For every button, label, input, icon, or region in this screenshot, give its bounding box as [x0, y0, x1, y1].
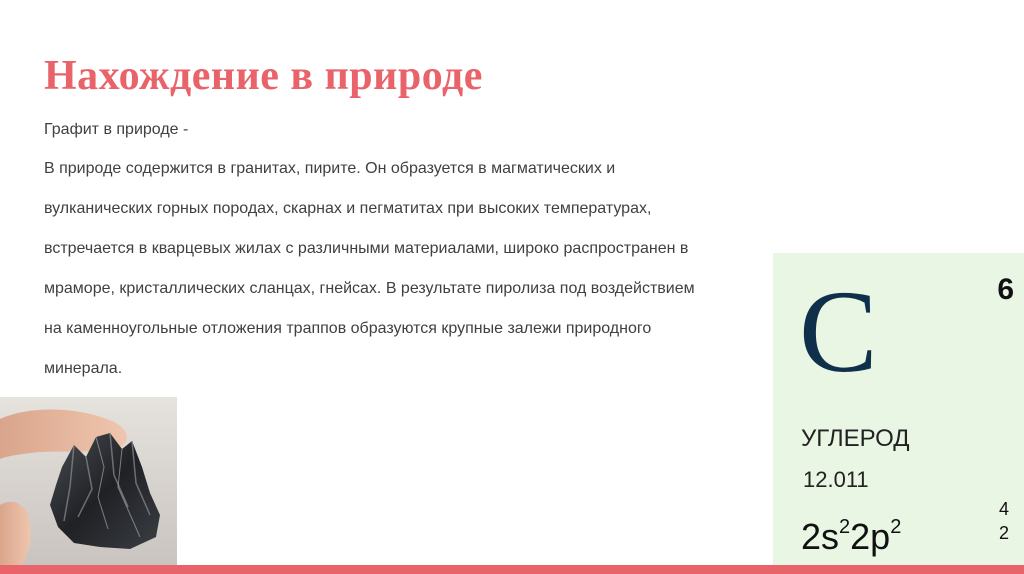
config-p-orbital: 2p — [850, 516, 891, 557]
paragraph-line: встречается в кварцевых жилах с различными материалами, широко распространен в — [44, 240, 689, 257]
slide-title: Нахождение в природе — [44, 53, 483, 99]
paragraph-line: вулканических горных породах, скарнах и пегматитах при высоких температурах, — [44, 200, 652, 217]
shell-count: 4 — [998, 499, 1009, 519]
config-p-exponent: 2 — [890, 516, 902, 538]
carbon-element-tile — [773, 253, 1024, 565]
atomic-mass: 12.011 — [803, 467, 869, 492]
slide-subtitle: Графит в природе - — [44, 121, 189, 138]
paragraph-line: В природе содержится в гранитах, пирите. Он образуется в магматических и — [44, 160, 616, 177]
element-name: УГЛЕРОД — [801, 425, 910, 452]
paragraph-line: минерала. — [44, 360, 123, 377]
electron-shells — [996, 497, 1012, 545]
paragraph-line: на каменноугольные отложения траппов образуются крупные залежи природного — [44, 320, 652, 337]
graphite-photo-illustration — [0, 397, 177, 565]
atomic-number: 6 — [997, 273, 1014, 306]
graphite-photo — [0, 397, 177, 565]
paragraph-line: мраморе, кристаллических сланцах, гнейсах. В результате пиролиза под воздействием — [44, 280, 695, 297]
config-s-exponent: 2 — [839, 516, 851, 538]
bottom-accent-bar — [0, 565, 1024, 574]
body-paragraph — [44, 154, 804, 394]
electron-configuration — [801, 517, 901, 555]
config-s-orbital: 2s — [801, 516, 840, 557]
element-symbol: C — [799, 266, 878, 397]
shell-count: 2 — [998, 523, 1009, 543]
